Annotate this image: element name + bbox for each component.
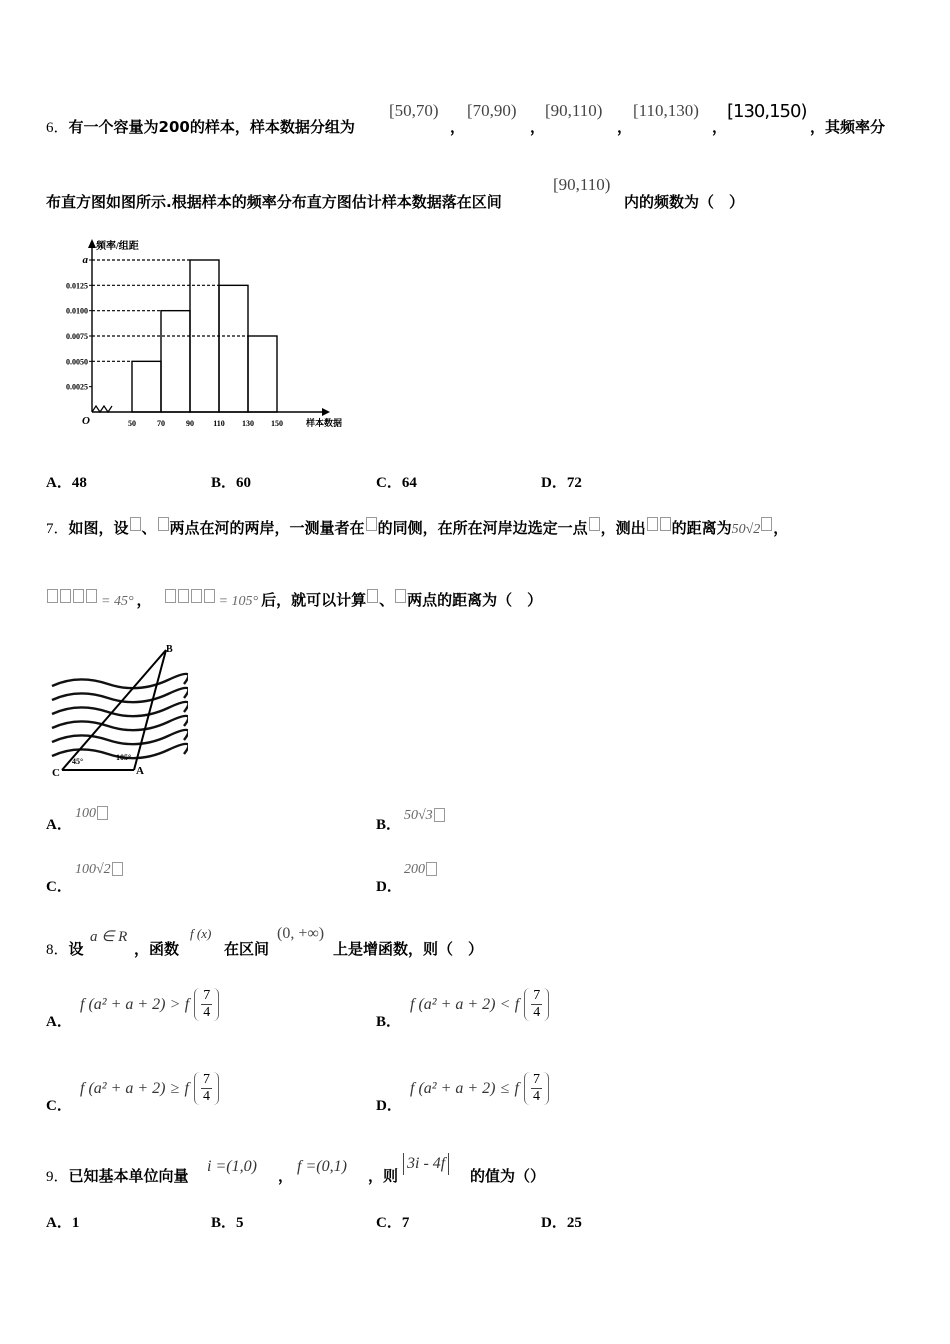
q9-option-b[interactable] [211, 1211, 244, 1232]
q8-interval: (0, +∞) [277, 925, 325, 942]
q8-option-c-den: 4 [203, 1089, 211, 1104]
q9-t1: 已知基本单位向量 [68, 1167, 189, 1185]
q6-interval-1: [50,70) [389, 101, 439, 120]
q9-option-a[interactable] [46, 1211, 79, 1232]
q8-option-d-rhs: f [514, 1080, 519, 1097]
q7-t9: 、 [379, 591, 395, 609]
q7-option-b-label[interactable]: B． [376, 817, 402, 833]
q9-line [46, 1165, 189, 1186]
q8-option-c-label[interactable]: C． [46, 1098, 72, 1114]
q8-t4: 上是增函数，则（ ） [333, 940, 484, 958]
q6-interval-4: [110,130) [633, 101, 699, 120]
q7-line1 [46, 517, 788, 538]
x-axis-label: 样本数据 [306, 418, 343, 428]
q7-placeholder-g [761, 517, 772, 531]
q7-line2: = 45° ， = 105° 后，就可以计算 、 两点的距离为（ ） [46, 589, 542, 610]
q7-placeholder-e [647, 517, 658, 531]
q7-number: 7． [46, 521, 69, 537]
q9-option-b-value: 5 [236, 1215, 244, 1231]
x-tick-label: 50 [128, 419, 136, 428]
q8-option-b-lhs: f (a² + a + 2) [410, 996, 496, 1013]
q9-option-d[interactable] [541, 1211, 582, 1232]
q8-option-c-num: 7 [203, 1072, 211, 1087]
q7-option-c-value-text: 100√2 [75, 862, 111, 877]
q6-option-a-label: A． [46, 475, 72, 491]
q7-angle-box [47, 589, 58, 603]
q9-v1: i =(1,0) [207, 1158, 257, 1175]
histogram-bar [161, 311, 190, 412]
q6-option-c-label: C． [376, 475, 402, 491]
q8-option-a-num: 7 [203, 988, 211, 1003]
q7-placeholder-a [130, 517, 141, 531]
q8-option-a-lhs: f (a² + a + 2) [80, 996, 166, 1013]
q9-option-d-label: D． [541, 1215, 567, 1231]
q9-expr: 3i - 4f [403, 1153, 449, 1175]
q7-angle-box [86, 589, 97, 603]
x-tick-label: 70 [157, 419, 165, 428]
q7-label-c: C [52, 767, 60, 779]
q8-option-a-fraction [194, 988, 219, 1021]
q6-text-a: 有一个容量为200的样本，样本数据分组为 [68, 118, 355, 136]
q7-placeholder-f [660, 517, 671, 531]
q6-interval-2: [70,90) [467, 101, 517, 120]
q7-option-b-value[interactable] [404, 808, 446, 824]
q6-option-d-value: 72 [566, 475, 582, 491]
q7-river-figure [48, 640, 188, 780]
q8-option-b-op: < [500, 996, 510, 1013]
q7-label-b: B [166, 644, 173, 655]
q9-option-d-value: 25 [566, 1215, 582, 1231]
q8-option-b-den: 4 [533, 1005, 541, 1020]
q6-sep-1: ， [450, 118, 466, 136]
q7-angle2: = 105° [218, 594, 259, 609]
q7-option-a-box [97, 806, 108, 820]
q7-placeholder-h [367, 589, 378, 603]
q6-interval-3: [90,110) [545, 101, 603, 120]
q7-t3: 两点在河的两岸，一测量者在 [169, 519, 365, 537]
q7-option-d-value-text: 200 [404, 862, 425, 877]
histogram-bar [219, 285, 248, 412]
q8-option-d-fraction [524, 1072, 549, 1105]
q9-v2: f =(0,1) [297, 1158, 347, 1175]
y-tick-label: 0.0125 [66, 281, 88, 291]
x-axis-arrow [322, 408, 330, 416]
q7-angle-box [191, 589, 202, 603]
histogram-bar [132, 361, 161, 412]
q7-angle1: = 45° [101, 594, 134, 609]
q7-t6: 的距离为 [671, 519, 732, 537]
x-tick-label: 130 [242, 419, 254, 428]
q7-label-a: A [136, 765, 144, 777]
q7-angle-box [60, 589, 71, 603]
q7-t8: 后，就可以计算 [261, 591, 367, 609]
q7-angle-box [178, 589, 189, 603]
q6-line1 [46, 116, 355, 137]
q6-option-b-value: 60 [236, 475, 252, 491]
q6-sep-3: ， [617, 118, 633, 136]
q8-func: f (x) [190, 926, 212, 941]
q9-t3: ，则 [368, 1167, 399, 1185]
q8-option-a-den: 4 [203, 1005, 211, 1020]
x-tick-label: 150 [271, 419, 283, 428]
q7-t1: 如图，设 [68, 519, 129, 537]
q7-placeholder-d [589, 517, 600, 531]
q7-dist: 50√2 [731, 522, 761, 537]
q8-option-d-num: 7 [533, 1072, 541, 1087]
x-tick-label: 110 [213, 419, 225, 428]
q8-cond: a ∈ R [90, 929, 128, 945]
q8-t2: ，函数 [134, 940, 180, 958]
q6-option-b[interactable] [211, 471, 251, 492]
q8-option-d-op: ≤ [500, 1080, 510, 1097]
y-tick-label: a [82, 254, 88, 266]
q8-option-b-num: 7 [533, 988, 541, 1003]
q6-interval-5: [130,150) [727, 101, 807, 122]
axis-break [92, 406, 112, 412]
q8-option-c-expr[interactable] [80, 1072, 219, 1105]
q9-option-c[interactable] [376, 1211, 409, 1232]
q8-option-c-lhs: f (a² + a + 2) [80, 1080, 166, 1097]
q6-option-d[interactable] [541, 471, 582, 492]
q7-option-d-label[interactable]: D． [376, 879, 402, 895]
q9-option-c-value: 7 [401, 1215, 410, 1231]
q9-option-a-value: 1 [71, 1215, 80, 1231]
q9-option-c-label: C． [376, 1215, 402, 1231]
q8-option-d-expr[interactable] [410, 1072, 549, 1105]
q8-t1: 设 [68, 940, 84, 958]
q6-interval-q: [90,110) [553, 175, 611, 194]
q6-option-c[interactable] [376, 471, 417, 492]
y-tick-label: 0.0025 [66, 382, 88, 392]
q9-option-b-label: B． [211, 1215, 237, 1231]
q7-placeholder-c [366, 517, 377, 531]
q8-option-a-expr[interactable] [80, 988, 219, 1021]
q6-number: 6． [46, 120, 69, 136]
y-tick-label: 0.0100 [66, 306, 88, 316]
q7-placeholder-b [158, 517, 169, 531]
q9-number: 9． [46, 1169, 69, 1185]
q7-option-c-label[interactable]: C． [46, 879, 72, 895]
x-tick-label: 90 [186, 419, 194, 428]
q8-option-d-den: 4 [533, 1089, 541, 1104]
q6-text-b: ，其频率分 [810, 118, 886, 136]
q8-option-a-label[interactable]: A． [46, 1014, 72, 1030]
q7-t5: ，测出 [600, 519, 646, 537]
q7-angle-box [204, 589, 215, 603]
q9-t4: 的值为（） [470, 1167, 546, 1185]
q8-number: 8． [46, 942, 69, 958]
q6-option-b-label: B． [211, 475, 237, 491]
q6-option-a-value: 48 [71, 475, 87, 491]
q7-option-a-value-text: 100 [75, 806, 96, 821]
origin-label: O [82, 415, 90, 427]
q6-option-d-label: D． [541, 475, 567, 491]
q9-option-a-label: A． [46, 1215, 72, 1231]
q7-t4: 的同侧，在所在河岸边选定一点 [377, 519, 588, 537]
q7-option-a-value[interactable] [75, 806, 109, 822]
q8-option-a-op: > [170, 996, 180, 1013]
q7-option-d-value[interactable] [404, 862, 438, 878]
q8-option-c-op: ≥ [170, 1080, 180, 1097]
q7-t10: 两点的距离为（ ） [407, 591, 543, 609]
q6-histogram [40, 236, 350, 436]
q8-option-d-label[interactable]: D． [376, 1098, 402, 1114]
q6-sep-2: ， [530, 118, 546, 136]
q7-angle-box [73, 589, 84, 603]
q7-option-c-value[interactable] [75, 862, 124, 878]
q7-option-b-value-text: 50√3 [404, 808, 433, 823]
q6-option-c-value: 64 [401, 475, 417, 491]
q7-label-45: 45° [72, 757, 84, 766]
y-tick-label: 0.0075 [66, 332, 88, 341]
q7-t7: ， [773, 519, 789, 537]
q8-option-c-rhs: f [184, 1080, 189, 1097]
q7-option-b-box [434, 808, 445, 822]
q8-option-b-rhs: f [514, 996, 520, 1013]
q7-angle-box [165, 589, 176, 603]
q7-t2: 、 [141, 519, 157, 537]
q6-text-c: 布直方图如图所示.根据样本的频率分布直方图估计样本数据落在区间 [46, 193, 502, 211]
q8-option-b-expr[interactable] [410, 988, 549, 1021]
y-axis-label: 频率/组距 [96, 241, 139, 252]
q8-t3: 在区间 [224, 940, 270, 958]
histogram-bar [248, 336, 277, 412]
q8-option-a-rhs: f [184, 996, 190, 1013]
q9-t2: ， [278, 1167, 294, 1185]
q8-option-b-fraction [524, 988, 549, 1021]
q7-option-c-box [112, 862, 123, 876]
q7-placeholder-i [395, 589, 406, 603]
y-tick-label: 0.0050 [66, 357, 88, 367]
q6-option-a[interactable] [46, 471, 87, 492]
y-axis-arrow [88, 239, 96, 248]
q7-option-a-label[interactable]: A． [46, 817, 72, 833]
q6-text-d: 内的频数为（ ） [624, 193, 745, 211]
q6-sep-4: ， [712, 118, 728, 136]
q7-label-105: 105° [116, 753, 132, 762]
q8-option-b-label[interactable]: B． [376, 1014, 402, 1030]
q8-line [46, 938, 84, 959]
q8-option-d-lhs: f (a² + a + 2) [410, 1080, 496, 1097]
q8-option-c-fraction [194, 1072, 219, 1105]
q7-option-d-box [426, 862, 437, 876]
